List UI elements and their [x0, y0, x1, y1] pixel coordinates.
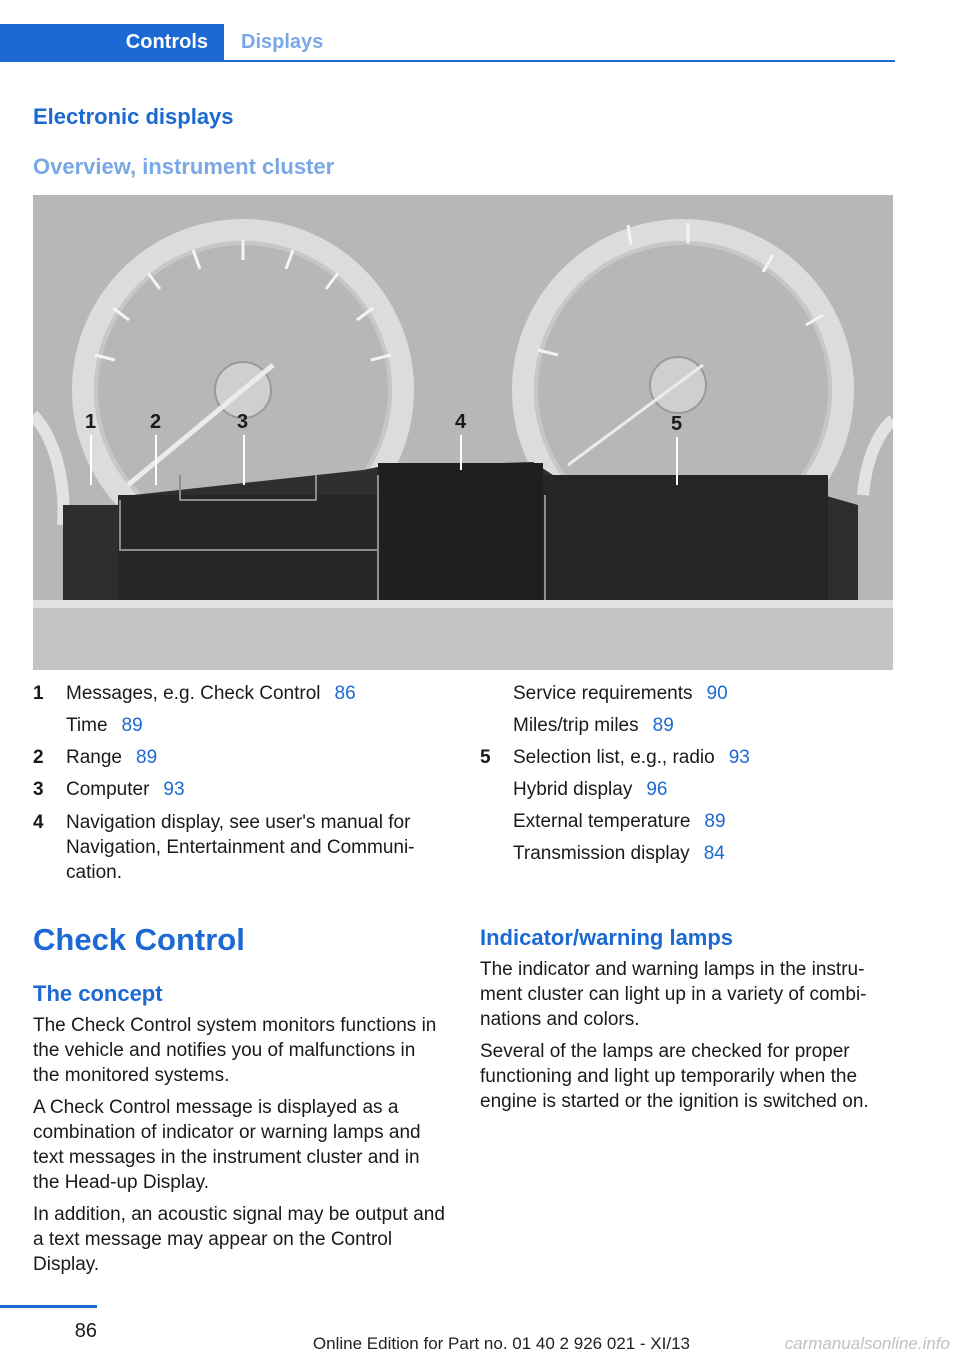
page-number: 86 [74, 1320, 97, 1342]
legend-item: 4 Navigation display, see user's manual for Navigation, Entertainment and Communi‐cation. [33, 812, 415, 883]
legend-item: 2 Range 89 [33, 747, 158, 768]
legend-item: Hybrid display 96 [513, 779, 668, 800]
watermark: carmanualsonline.info [784, 1334, 950, 1353]
page-ref[interactable]: 86 [334, 683, 356, 704]
legend-item: Service requirements 90 [513, 683, 728, 704]
legend-left [33, 678, 443, 885]
page-ref[interactable]: 93 [728, 747, 750, 768]
callout-2: 2 [150, 411, 162, 433]
callout-3: 3 [237, 411, 249, 433]
concept-title: The concept [33, 981, 163, 1006]
tab-displays[interactable]: Displays [241, 30, 324, 53]
page-ref[interactable]: 89 [652, 715, 674, 736]
legend-item: 3 Computer 93 [33, 779, 185, 800]
indicator-text [480, 957, 892, 1121]
page-ref[interactable]: 89 [704, 811, 726, 832]
paragraph: The Check Control system monitors functions in the vehicle and notifies you of malfunctions in the monitored systems. [33, 1015, 437, 1086]
footer-rule [0, 1305, 97, 1308]
callout-1: 1 [85, 411, 97, 433]
legend-right [480, 678, 890, 870]
page-ref[interactable]: 89 [136, 747, 158, 768]
legend-item: Time 89 [66, 715, 143, 736]
callout-5: 5 [671, 413, 683, 435]
paragraph: In addition, an acoustic signal may be output and a text message may appear on the Control Display. [33, 1204, 445, 1275]
legend-item: 5 Selection list, e.g., radio 93 [480, 747, 750, 768]
page-ref[interactable]: 93 [163, 779, 185, 800]
paragraph: A Check Control message is displayed as a combination of indicator or warning lamps and text messages in the instrument cluster and in the Head-up Display. [33, 1097, 421, 1193]
legend-item: Transmission display 84 [513, 843, 725, 864]
instrument-cluster-figure [33, 195, 893, 670]
check-control-title: Check Control [33, 922, 245, 957]
check-control-text [33, 1013, 445, 1284]
page-ref[interactable]: 90 [706, 683, 728, 704]
callout-4: 4 [455, 411, 467, 433]
tab-underline [0, 60, 895, 62]
page-ref[interactable]: 84 [703, 843, 725, 864]
legend-item: External temperature 89 [513, 811, 726, 832]
legend-item: 1 Messages, e.g. Check Control 86 [33, 683, 356, 704]
tab-controls[interactable]: Controls [0, 24, 224, 60]
indicator-title: Indicator/warning lamps [480, 925, 734, 950]
subsection-title: Overview, instrument cluster [33, 154, 335, 179]
page-ref[interactable]: 96 [646, 779, 668, 800]
legend-item: Miles/trip miles 89 [513, 715, 674, 736]
section-title: Electronic displays [33, 104, 234, 129]
paragraph: The indicator and warning lamps in the instru‐ment cluster can light up in a variety of combi‐nations and colors. [480, 959, 867, 1030]
chapter-tabs [0, 24, 895, 62]
edition-note: Online Edition for Part no. 01 40 2 926 021 - XI/13 [312, 1334, 690, 1353]
paragraph: Several of the lamps are checked for proper functioning and light up temporarily when the engine is started or the ignition is switched on. [480, 1041, 869, 1112]
page-ref[interactable]: 89 [121, 715, 143, 736]
